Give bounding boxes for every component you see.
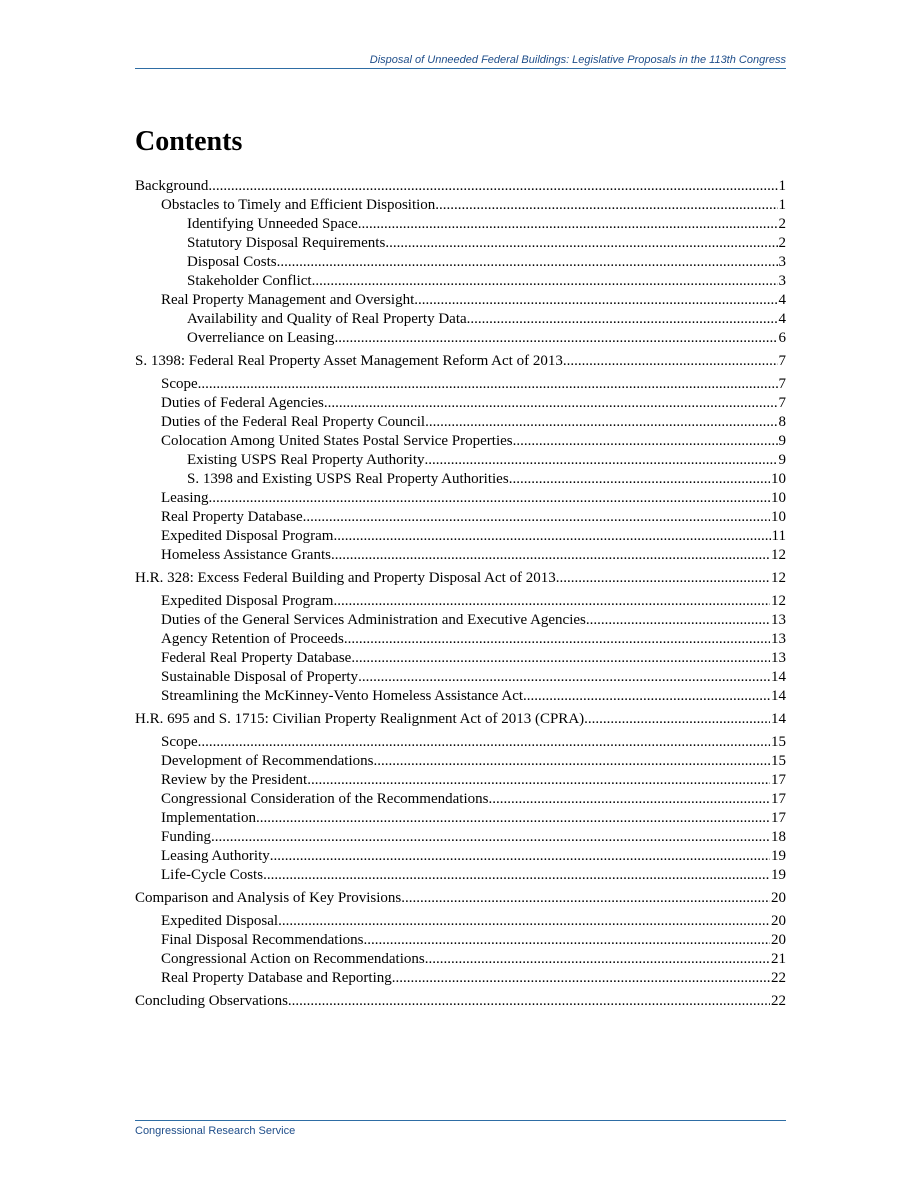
toc-entry-page: 14 — [771, 669, 786, 685]
toc-entry-title: Expedited Disposal Program — [161, 528, 334, 544]
toc-leader-dots — [509, 470, 770, 489]
toc-leader-dots — [488, 790, 770, 809]
toc-leader-dots — [586, 611, 770, 630]
toc-entry[interactable] — [135, 733, 786, 752]
toc-entry[interactable] — [135, 196, 786, 215]
toc-leader-dots — [324, 394, 778, 413]
toc-leader-dots — [288, 992, 770, 1011]
toc-leader-dots — [312, 272, 778, 291]
toc-entry-title: Homeless Assistance Grants — [161, 547, 331, 563]
toc-leader-dots — [358, 668, 770, 687]
toc-leader-dots — [303, 508, 770, 527]
toc-entry[interactable] — [135, 771, 786, 790]
toc-entry[interactable] — [135, 889, 786, 908]
page-title: Contents — [135, 126, 243, 157]
toc-entry-title: Sustainable Disposal of Property — [161, 669, 359, 685]
toc-entry[interactable] — [135, 630, 786, 649]
toc-entry-title: Leasing Authority — [161, 848, 270, 864]
toc-entry[interactable] — [135, 394, 786, 413]
toc-entry-page: 22 — [771, 970, 786, 986]
toc-entry-title: Real Property Database and Reporting — [161, 970, 392, 986]
toc-leader-dots — [358, 215, 778, 234]
toc-entry-title: Funding — [161, 829, 212, 845]
toc-entry-page: 15 — [771, 734, 786, 750]
toc-entry-page: 18 — [771, 829, 786, 845]
toc-entry-title: Duties of the Federal Real Property Council — [161, 414, 426, 430]
toc-entry-page: 17 — [771, 791, 786, 807]
toc-entry-page: 17 — [771, 772, 786, 788]
toc-leader-dots — [435, 196, 777, 215]
toc-leader-dots — [513, 432, 778, 451]
toc-entry-page: 20 — [771, 932, 786, 948]
toc-leader-dots — [401, 889, 770, 908]
toc-entry-title: Existing USPS Real Property Authority — [187, 452, 425, 468]
toc-entry-page: 10 — [771, 471, 786, 487]
toc-leader-dots — [392, 969, 770, 988]
toc-leader-dots — [278, 912, 770, 931]
toc-entry-title: Stakeholder Conflict — [187, 273, 312, 289]
toc-entry-page: 7 — [778, 376, 786, 392]
toc-entry-title: Expedited Disposal Program — [161, 593, 334, 609]
toc-entry-page: 13 — [771, 631, 786, 647]
table-of-contents — [135, 177, 786, 1011]
toc-entry-page: 13 — [771, 650, 786, 666]
toc-entry-title: S. 1398 and Existing USPS Real Property Authorities — [187, 471, 509, 487]
toc-entry-title: Background — [135, 178, 209, 194]
toc-entry-page: 7 — [778, 353, 786, 369]
toc-entry-page: 17 — [771, 810, 786, 826]
toc-leader-dots — [333, 527, 770, 546]
toc-entry-page: 4 — [778, 292, 786, 308]
toc-entry[interactable] — [135, 969, 786, 988]
toc-leader-dots — [334, 329, 777, 348]
toc-entry[interactable] — [135, 234, 786, 253]
toc-entry[interactable] — [135, 253, 786, 272]
toc-entry-title: Streamlining the McKinney-Vento Homeless Assistance Act — [161, 688, 524, 704]
toc-leader-dots — [556, 569, 770, 588]
toc-entry-title: Congressional Action on Recommendations — [161, 951, 425, 967]
toc-entry[interactable] — [135, 611, 786, 630]
toc-entry[interactable] — [135, 329, 786, 348]
toc-entry-page: 1 — [778, 197, 786, 213]
toc-entry-page: 10 — [771, 509, 786, 525]
toc-leader-dots — [373, 752, 770, 771]
toc-entry-title: Duties of the General Services Administration and Executive Agencies — [161, 612, 586, 628]
toc-entry-title: Federal Real Property Database — [161, 650, 352, 666]
toc-entry[interactable] — [135, 310, 786, 329]
toc-leader-dots — [277, 253, 778, 272]
toc-entry-title: Duties of Federal Agencies — [161, 395, 324, 411]
toc-entry-page: 2 — [778, 235, 786, 251]
toc-entry[interactable] — [135, 177, 786, 196]
toc-entry[interactable] — [135, 710, 786, 729]
toc-entry-title: Scope — [161, 734, 198, 750]
toc-entry-page: 12 — [771, 547, 786, 563]
toc-entry-page: 19 — [771, 848, 786, 864]
toc-entry[interactable] — [135, 912, 786, 931]
toc-leader-dots — [363, 931, 770, 950]
toc-entry-title: Development of Recommendations — [161, 753, 374, 769]
toc-leader-dots — [584, 710, 770, 729]
toc-entry-title: Leasing — [161, 490, 209, 506]
toc-entry[interactable] — [135, 649, 786, 668]
toc-entry-page: 9 — [778, 452, 786, 468]
toc-entry-title: Overreliance on Leasing — [187, 330, 335, 346]
toc-entry-page: 22 — [771, 993, 786, 1009]
toc-entry[interactable] — [135, 992, 786, 1011]
toc-entry-title: S. 1398: Federal Real Property Asset Management Reform Act of 2013 — [135, 353, 563, 369]
toc-entry[interactable] — [135, 828, 786, 847]
toc-entry[interactable] — [135, 931, 786, 950]
toc-entry-page: 3 — [778, 254, 786, 270]
toc-leader-dots — [425, 413, 777, 432]
toc-entry-page: 12 — [771, 570, 786, 586]
toc-entry-page: 12 — [771, 593, 786, 609]
toc-entry-title: Congressional Consideration of the Recommendations — [161, 791, 489, 807]
toc-entry-title: Review by the President — [161, 772, 308, 788]
toc-entry-title: Agency Retention of Proceeds — [161, 631, 344, 647]
toc-leader-dots — [414, 291, 777, 310]
toc-entry-title: Disposal Costs — [187, 254, 277, 270]
toc-entry[interactable] — [135, 352, 786, 371]
toc-entry-page: 15 — [771, 753, 786, 769]
toc-leader-dots — [208, 177, 777, 196]
page-footer — [135, 1120, 786, 1139]
toc-entry[interactable] — [135, 847, 786, 866]
toc-entry-page: 10 — [771, 490, 786, 506]
toc-entry-title: Scope — [161, 376, 198, 392]
toc-leader-dots — [523, 687, 770, 706]
toc-entry[interactable] — [135, 215, 786, 234]
toc-entry-title: Comparison and Analysis of Key Provisions — [135, 890, 402, 906]
toc-entry[interactable] — [135, 668, 786, 687]
toc-entry-page: 20 — [771, 890, 786, 906]
toc-entry[interactable] — [135, 508, 786, 527]
toc-entry[interactable] — [135, 413, 786, 432]
toc-entry-page: 11 — [771, 528, 786, 544]
toc-entry-page: 21 — [771, 951, 786, 967]
toc-entry[interactable] — [135, 546, 786, 565]
toc-entry-title: Obstacles to Timely and Efficient Disposition — [161, 197, 436, 213]
toc-entry[interactable] — [135, 291, 786, 310]
toc-entry[interactable] — [135, 790, 786, 809]
toc-entry-title: Expedited Disposal — [161, 913, 279, 929]
toc-entry-title: Life-Cycle Costs — [161, 867, 264, 883]
toc-leader-dots — [198, 375, 778, 394]
toc-leader-dots — [425, 950, 770, 969]
toc-entry-page: 2 — [778, 216, 786, 232]
toc-entry-title: Concluding Observations — [135, 993, 288, 1009]
toc-entry[interactable] — [135, 451, 786, 470]
toc-leader-dots — [333, 592, 770, 611]
toc-entry[interactable] — [135, 809, 786, 828]
toc-entry-title: Statutory Disposal Requirements — [187, 235, 386, 251]
toc-entry-title: H.R. 695 and S. 1715: Civilian Property Realignment Act of 2013 (CPRA) — [135, 711, 585, 727]
toc-entry[interactable] — [135, 470, 786, 489]
toc-leader-dots — [563, 352, 778, 371]
running-header-title: Disposal of Unneeded Federal Buildings: Legislative Proposals in the 113th Congress — [369, 54, 786, 66]
toc-entry-title: Colocation Among United States Postal Service Properties — [161, 433, 513, 449]
toc-entry-page: 14 — [771, 711, 786, 727]
toc-leader-dots — [385, 234, 777, 253]
toc-entry-page: 19 — [771, 867, 786, 883]
toc-leader-dots — [344, 630, 770, 649]
toc-leader-dots — [351, 649, 770, 668]
toc-entry-title: Real Property Management and Oversight — [161, 292, 415, 308]
toc-entry[interactable] — [135, 272, 786, 291]
toc-entry-title: Implementation — [161, 810, 256, 826]
toc-leader-dots — [467, 310, 778, 329]
toc-entry[interactable] — [135, 752, 786, 771]
toc-leader-dots — [256, 809, 770, 828]
toc-entry-title: H.R. 328: Excess Federal Building and Property Disposal Act of 2013 — [135, 570, 556, 586]
toc-entry[interactable] — [135, 375, 786, 394]
toc-entry[interactable] — [135, 489, 786, 508]
toc-leader-dots — [270, 847, 770, 866]
toc-entry-title: Availability and Quality of Real Property Data — [187, 311, 467, 327]
toc-entry[interactable] — [135, 687, 786, 706]
toc-entry-page: 6 — [778, 330, 786, 346]
toc-leader-dots — [208, 489, 770, 508]
toc-entry-page: 13 — [771, 612, 786, 628]
toc-entry[interactable] — [135, 432, 786, 451]
toc-leader-dots — [211, 828, 770, 847]
toc-entry[interactable] — [135, 569, 786, 588]
toc-entry-page: 8 — [778, 414, 786, 430]
toc-leader-dots — [307, 771, 770, 790]
toc-leader-dots — [331, 546, 770, 565]
toc-entry[interactable] — [135, 866, 786, 885]
toc-entry-title: Identifying Unneeded Space — [187, 216, 358, 232]
toc-leader-dots — [425, 451, 778, 470]
toc-entry-title: Final Disposal Recommendations — [161, 932, 364, 948]
toc-entry-page: 7 — [778, 395, 786, 411]
toc-entry-page: 20 — [771, 913, 786, 929]
toc-entry-page: 14 — [771, 688, 786, 704]
toc-leader-dots — [198, 733, 770, 752]
running-header — [135, 53, 786, 69]
footer-publisher: Congressional Research Service — [135, 1125, 296, 1137]
toc-entry[interactable] — [135, 950, 786, 969]
toc-entry-page: 4 — [778, 311, 786, 327]
toc-entry-title: Real Property Database — [161, 509, 303, 525]
toc-entry-page: 9 — [778, 433, 786, 449]
toc-entry-page: 1 — [778, 178, 786, 194]
toc-leader-dots — [263, 866, 770, 885]
toc-entry-page: 3 — [778, 273, 786, 289]
toc-entry[interactable] — [135, 527, 786, 546]
toc-entry[interactable] — [135, 592, 786, 611]
